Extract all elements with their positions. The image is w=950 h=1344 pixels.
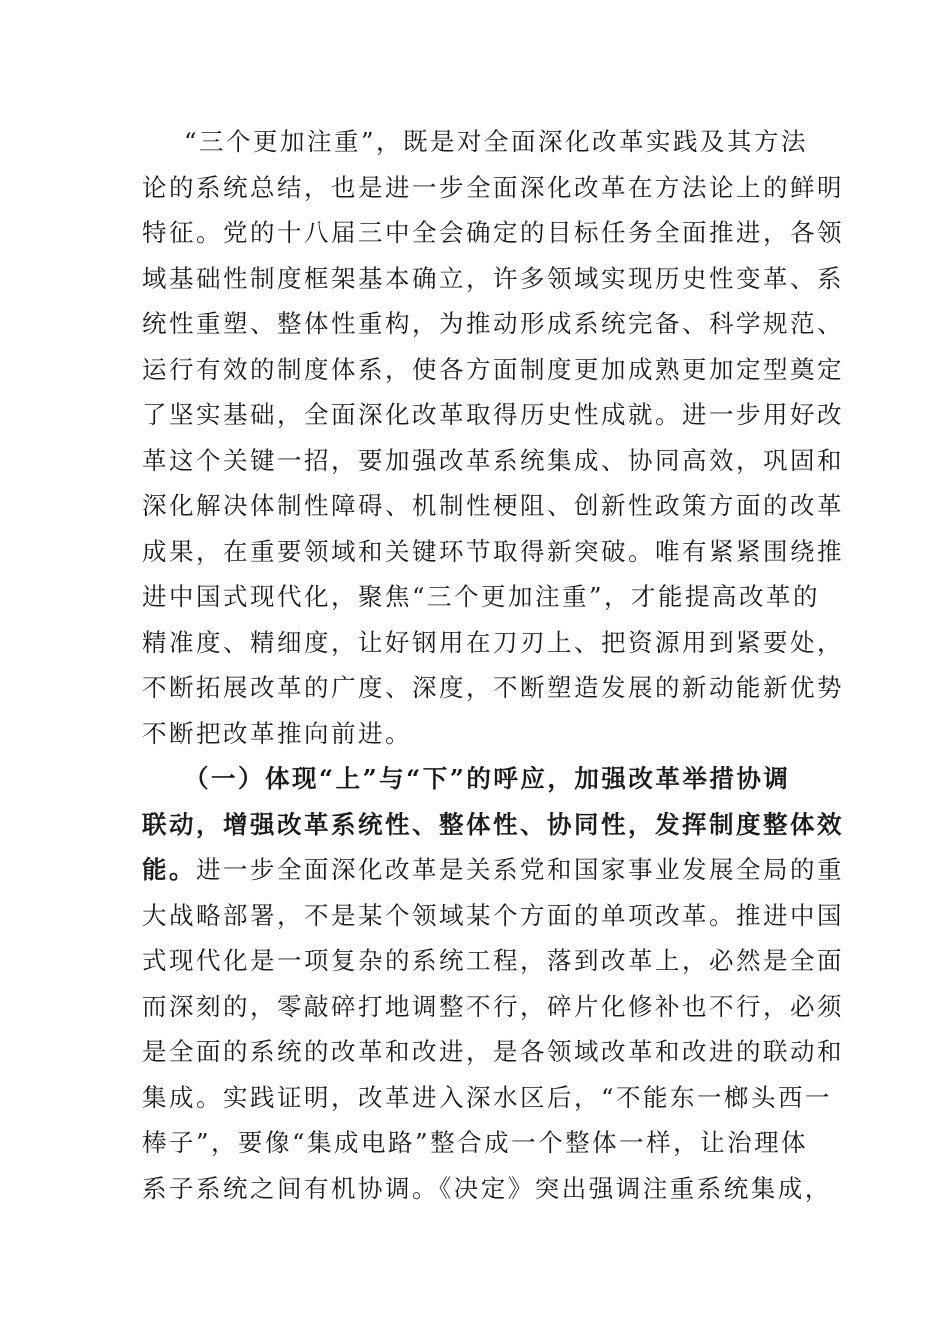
paragraph-1-line: 精准度、精细度，让好钢用在刀刃上、把资源用到紧要处， [142,627,844,657]
paragraph-1-line: 了坚实基础，全面深化改革取得历史性成就。进一步用好改 [142,400,844,429]
paragraph-2-line: 式现代化是一项复杂的系统工程，落到改革上，必然是全面 [142,946,844,975]
paragraph-2-line: 集成。实践证明，改革进入深水区后，“不能东一榔头西一 [142,1082,833,1112]
paragraph-1-line: 运行有效的制度体系，使各方面制度更加成熟更加定型奠定 [142,354,844,384]
paragraph-1-line: 深化解决体制性障碍、机制性梗阻、创新性政策方面的改革 [142,491,844,520]
paragraph-2-line: 棒子”，要像“集成电路”整合成一个整体一样，让治理体 [142,1128,809,1157]
paragraph-1-line: 特征。党的十八届三中全会确定的目标任务全面推进，各领 [142,218,844,247]
paragraph-2-line-rest: 进一步全面深化改革是关系党和国家事业发展全局的重 [196,855,844,884]
paragraph-1-line: 统性重塑、整体性重构，为推动形成系统完备、科学规范、 [142,309,844,338]
section-heading-end: 能。 [142,855,196,884]
paragraph-2-line: 系子系统之间有机协调。《决定》突出强调注重系统集成， [142,1173,832,1203]
paragraph-1-line: 进中国式现代化，聚焦“三个更加注重”，才能提高改革的 [142,582,821,611]
paragraph-1-line: 论的系统总结，也是进一步全面深化改革在方法论上的鲜明 [142,172,844,202]
paragraph-2-line: 是全面的系统的改革和改进，是各领域改革和改进的联动和 [142,1037,844,1066]
document-body [142,119,844,1211]
paragraph-1-line: 不断拓展改革的广度、深度，不断塑造发展的新动能新优势 [142,673,844,702]
section-heading-line: 联动，增强改革系统性、整体性、协同性，发挥制度整体效 [142,809,844,839]
section-heading-line: （一）体现“上”与“下”的呼应，加强改革举措协调 [184,764,791,793]
paragraph-1-line: 革这个关键一招，要加强改革系统集成、协同高效，巩固和 [142,445,844,475]
paragraph-2-line: 大战略部署，不是某个领域某个方面的单项改革。推进中国 [142,900,844,930]
paragraph-1-line: 成果，在重要领域和关键环节取得新突破。唯有紧紧围绕推 [142,536,844,566]
paragraph-2-line: 而深刻的，零敲碎打地调整不行，碎片化修补也不行，必须 [142,991,844,1021]
paragraph-2-line [142,847,844,893]
paragraph-1-line: “三个更加注重”，既是对全面深化改革实践及其方法 [184,127,809,156]
paragraph-1-line: 不断把改革推向前进。 [142,718,412,748]
paragraph-1-line: 域基础性制度框架基本确立，许多领域实现历史性变革、系 [142,263,844,293]
